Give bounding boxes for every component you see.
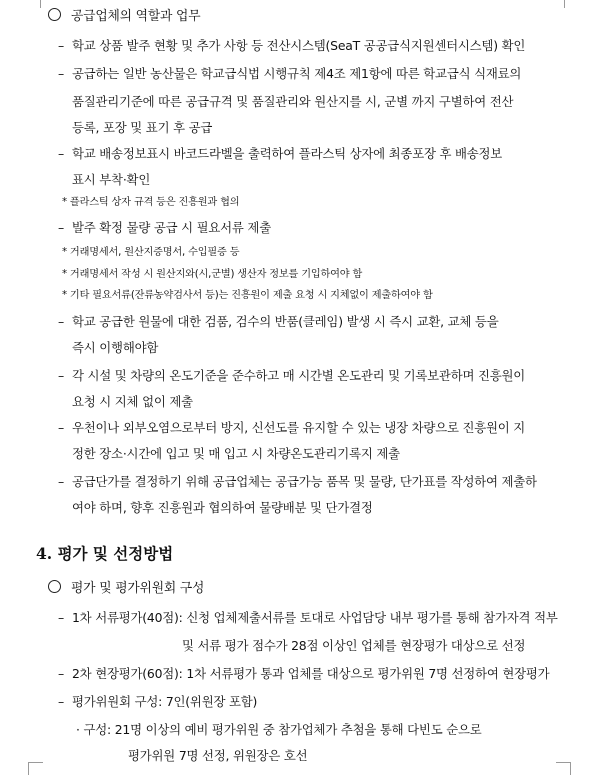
roles-item-2: – 공급하는 일반 농산물은 학교급식법 시행규칙 제4조 제1항에 따른 학교급식 식재료의 bbox=[58, 66, 522, 81]
dash-bullet: – bbox=[58, 38, 64, 53]
roles-item-6: – 각 시설 및 차량의 온도기준을 준수하고 매 시간별 온도관리 및 기록보관하며 진흥원이 bbox=[58, 368, 526, 383]
roles-item-3: – 학교 배송정보표시 바코드라벨을 출력하여 플라스틱 상자에 최종포장 후 배송정보 bbox=[58, 146, 503, 161]
dash-bullet: – bbox=[58, 146, 64, 161]
evaluation-item-2: – 2차 현장평가(60점): 1차 서류평가 통과 업체를 대상으로 평가위원 7명 선정하여 현장평가 bbox=[58, 666, 550, 681]
dash-bullet: – bbox=[58, 314, 64, 329]
circle-bullet-icon bbox=[48, 580, 61, 593]
roles-item-5: – 학교 공급한 원물에 대한 검품, 검수의 반품(클레임) 발생 시 즉시 교환, 교체 등을 bbox=[58, 314, 499, 329]
roles-item-3-cont: 표시 부착·확인 bbox=[72, 172, 151, 187]
dash-bullet: – bbox=[58, 474, 64, 489]
dash-bullet: – bbox=[58, 368, 64, 383]
roles-item-2-cont: 등록, 포장 및 표기 후 공급 bbox=[72, 120, 213, 135]
page-corner-mark bbox=[40, 0, 55, 8]
roles-item-4: – 발주 확정 물량 공급 시 필요서류 제출 bbox=[58, 220, 271, 235]
dash-bullet: – bbox=[58, 610, 64, 625]
evaluation-item-3: – 평가위원회 구성: 7인(위원장 포함) bbox=[58, 694, 258, 709]
roles-item-2-cont: 품질관리기준에 따른 공급규격 및 품질관리와 원산지를 시, 군별 까지 구별하여 전산 bbox=[72, 94, 514, 109]
roles-item-8: – 공급단가를 결정하기 위해 공급업체는 공급가능 품목 및 물량, 단가표를 작성하여 제출하 bbox=[58, 474, 537, 489]
roles-note: * 거래명세서 작성 시 원산지와(시,군별) 생산자 정보를 기입하여야 함 bbox=[62, 269, 363, 280]
circle-bullet-icon bbox=[48, 8, 61, 21]
dash-bullet: – bbox=[58, 694, 64, 709]
roles-item-7-cont: 정한 장소·시간에 입고 및 매 입고 시 차량온도관리기록지 제출 bbox=[72, 446, 400, 461]
roles-section-title: 공급업체의 역할과 업무 bbox=[48, 8, 200, 25]
roles-item-5-cont: 즉시 이행해야함 bbox=[72, 340, 159, 355]
evaluation-item-1: – 1차 서류평가(40점): 신청 업체제출서류를 토대로 사업담당 내부 평가를 통해 참가자격 적부 bbox=[58, 610, 558, 625]
roles-item-7: – 우천이나 외부오염으로부터 방지, 신선도를 유지할 수 있는 냉장 차량으로 진흥원이 지 bbox=[58, 420, 526, 435]
roles-item-6-cont: 요청 시 지체 없이 제출 bbox=[72, 394, 193, 409]
dash-bullet: – bbox=[58, 220, 64, 235]
roles-item-8-cont: 여야 하며, 향후 진흥원과 협의하여 물량배분 및 단가결정 bbox=[72, 500, 373, 515]
dash-bullet: – bbox=[58, 420, 64, 435]
dash-bullet: – bbox=[58, 66, 64, 81]
page-corner-mark bbox=[28, 762, 43, 775]
dash-bullet: – bbox=[58, 666, 64, 681]
roles-note: * 기타 필요서류(잔류농약검사서 등)는 진흥원이 제출 요청 시 지체없이 제출하여야 함 bbox=[62, 290, 433, 301]
roles-item-1: – 학교 상품 발주 현황 및 추가 사항 등 전산시스템(SeaT 공공급식지원센터시스템) 확인 bbox=[58, 38, 526, 53]
evaluation-item-1-cont: 및 서류 평가 점수가 28점 이상인 업체를 현장평가 대상으로 선정 bbox=[182, 638, 526, 653]
section-heading: 4. 평가 및 선정방법 bbox=[36, 544, 174, 563]
page-corner-mark bbox=[550, 0, 565, 8]
committee-composition: · 구성: 21명 이상의 예비 평가위원 중 참가업체가 추첨을 통해 다빈도 순으로 bbox=[76, 722, 482, 737]
roles-note: * 플라스틱 상자 규격 등은 진흥원과 협의 bbox=[62, 197, 240, 208]
evaluation-subtitle: 평가 및 평가위원회 구성 bbox=[48, 580, 204, 597]
committee-composition-cont: 평가위원 7명 선정, 위원장은 호선 bbox=[128, 748, 308, 763]
roles-note: * 거래명세서, 원산지증명서, 수입필증 등 bbox=[62, 247, 240, 258]
page-corner-mark bbox=[556, 762, 571, 775]
